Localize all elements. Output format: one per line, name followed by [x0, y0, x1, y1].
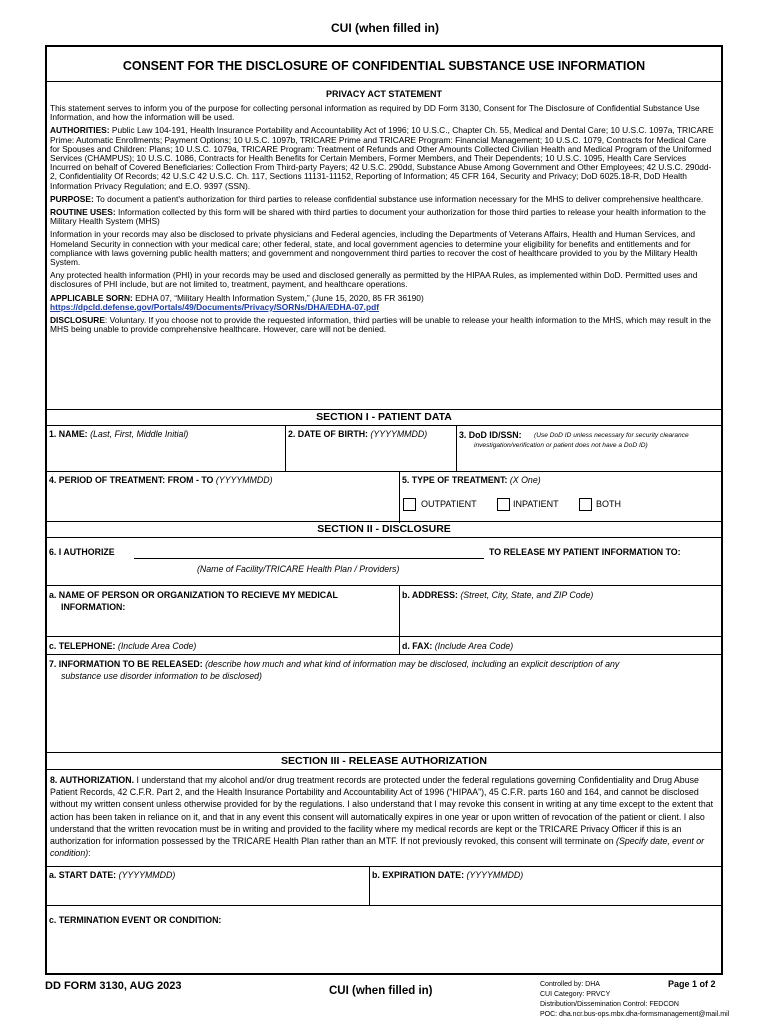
disclosure-text: : Voluntary. If you choose not to provide the requested information, third parties will be unable to release your health information to the MHS, which may result in the MHS being unable to provide comprehensive healthcare. However, care will not be denied.	[50, 315, 711, 335]
sorn-paragraph	[50, 294, 718, 312]
section2-head-rule	[47, 537, 721, 538]
routine-uses-text: Information collected by this form will be shared with third parties to document your authorization for those third parties to release your health information to the Military Health System (MHS)	[50, 207, 706, 227]
both-label: BOTH	[596, 499, 622, 509]
name-field[interactable]: 1. NAME: (Last, First, Middle Initial)	[49, 429, 189, 439]
authorization-label: 8. AUTHORIZATION.	[50, 775, 135, 785]
form-number: DD FORM 3130, AUG 2023	[45, 980, 182, 992]
outpatient-checkbox[interactable]	[403, 498, 416, 511]
form-title: CONSENT FOR THE DISCLOSURE OF CONFIDENTIAL SUBSTANCE USE INFORMATION	[122, 59, 646, 73]
dob-field[interactable]: 2. DATE OF BIRTH: (YYYYMMDD)	[288, 429, 428, 439]
fax-field[interactable]: d. FAX: (Include Area Code)	[402, 641, 514, 651]
type-of-treatment-label: 5. TYPE OF TREATMENT: (X One)	[402, 475, 541, 485]
release-to-label: TO RELEASE MY PATIENT INFORMATION TO:	[489, 547, 681, 557]
purpose-text: To document a patient's authorization for third parties to release confidential substance use information necessary for the MHS to deliver comprehensive healthcare.	[93, 193, 704, 204]
ssn-hint-1: (Use DoD ID unless necessary for security clearance	[534, 432, 689, 439]
recipient-name-label-2: INFORMATION:	[61, 602, 126, 612]
inpatient-label: INPATIENT	[513, 499, 559, 509]
sorn-text: EDHA 07, “Military Health Information System,” (June 15, 2020, 85 FR 36190)	[132, 292, 424, 303]
page-number: Page 1 of 2	[668, 979, 716, 989]
section3-heading: SECTION III - RELEASE AUTHORIZATION	[281, 755, 487, 767]
disclosure-paragraph	[50, 316, 718, 334]
cui-category: CUI Category: PRVCY	[540, 991, 611, 998]
row-rule	[47, 471, 721, 472]
purpose-paragraph	[50, 195, 718, 204]
divider	[369, 866, 370, 905]
routine-uses-paragraph	[50, 208, 718, 226]
cui-footer: CUI (when filled in)	[329, 985, 433, 997]
cui-header: CUI (when filled in)	[331, 21, 439, 35]
row-rule	[47, 654, 721, 655]
divider	[456, 425, 457, 471]
routine-uses-paragraph-3: Any protected health information (PHI) in your records may be used and disclosed generally as permitted by the HIPAA Rules, as implemented within DoD. Permitted uses and disclosures of PHI include, but are not limited to, treatment, payment, and healthcare operations.	[50, 270, 698, 290]
start-date-field[interactable]: a. START DATE: (YYYYMMDD)	[49, 870, 176, 880]
recipient-name-field[interactable]: a. NAME OF PERSON OR ORGANIZATION TO RECIEVE MY MEDICAL	[49, 590, 338, 600]
divider	[399, 585, 400, 636]
row-rule	[47, 585, 721, 586]
consent-form	[45, 45, 723, 975]
both-checkbox[interactable]	[579, 498, 592, 511]
row-rule	[47, 866, 721, 867]
authorities-text: Public Law 104-191, Health Insurance Portability and Accountability Act of 1996; 10 U.S.C., Chapter Ch. 55, Medical and Dental Care; 10 U.S.C. 1097a, TRICARE Prime: Automatic Enrollments; Payment Options; 10 U.S.C. 1097b, TRICARE Prime and TRICARE Program: Financial Management; 10 U.S.C. 1079, Contracts for Medical Care for Spouses and Children: Plans; 10 U.S.C. 1079a, TRICARE Program: Treatment of Refunds and Other Amounts Collected Civilian Health and Medical Program of the Uniformed Services (CHAMPUS); 10 U.S.C. 1086, Contracts for Health Benefits for Certain Members, Former Members, and Their Dependents; 10 U.S.C. 1095, Health Care Services Incurred on behalf of Covered Beneficiaries: Collection From Third-party Payers; 42 U.S.C. 290dd, Substance Abuse Among Government and Other Employees; 42 U.S.C. 290dd-2, Confidentiality Of Records; 42 U.S.C 42 U.S.C. Ch. 117, Sections 11131-11152, Reporting of Information; 45 CFR 164, Security and Privacy; DoD 6025.18-R, DoD Health Information Privacy Regulation; and E.O. 9397 (SSN).	[50, 125, 714, 191]
i-authorize-label: 6. I AUTHORIZE	[49, 547, 115, 557]
section2-top-rule	[47, 521, 721, 522]
sorn-label: APPLICABLE SORN:	[50, 292, 133, 303]
privacy-act-statement	[50, 104, 718, 338]
outpatient-label: OUTPATIENT	[421, 499, 477, 509]
row-rule	[47, 636, 721, 637]
divider	[285, 425, 286, 471]
divider	[399, 636, 400, 654]
facility-hint: (Name of Facility/TRICARE Health Plan / Providers)	[197, 564, 400, 574]
distribution-control: Distribution/Dissemination Control: FEDCON	[540, 1001, 679, 1008]
authorization-text: I understand that my alcohol and/or drug treatment records are protected under the federal regulations governing Confidentiality and Drug Abuse Patient Records, 42 C.F.R. Part 2, and the Health Insurance Portability and Accountability Act of 1996 (“HIPAA”), 45 C.F.R. parts 160 and 164, and cannot be disclosed without my written consent unless otherwise provided for by the regulations. I also understand that I may revoke this consent in writing at any time except to the extent that action has been taken in reliance on it, and that in any event this consent will automatically expires in one year or upon written of revocation of the patient or client. I also understand that the written revocation must be in writing and provided to the facility where my medical records are kept or the TRICARE Privacy Officer if this is an authorization for information possessed by the TRICARE Health Plan rather than an MTF. If not previously revoked, this consent will terminate on	[50, 775, 714, 847]
privacy-act-heading: PRIVACY ACT STATEMENT	[325, 89, 442, 99]
title-divider	[47, 81, 721, 82]
ssn-hint-2: investigation/verification or patient does not have a DoD ID)	[474, 442, 648, 449]
privacy-intro: This statement serves to inform you of the purpose for collecting personal information as required by DD Form 3130, Consent for The Disclosure of Confidential Substance Use Information, and how the information will be used.	[50, 103, 700, 123]
purpose-label: PURPOSE:	[50, 193, 94, 204]
telephone-field[interactable]: c. TELEPHONE: (Include Area Code)	[49, 641, 197, 651]
authorize-facility-field[interactable]	[134, 558, 484, 559]
controlled-by: Controlled by: DHA	[540, 981, 600, 988]
dod-id-ssn-field[interactable]: 3. DoD ID/SSN:	[459, 430, 522, 440]
section1-heading: SECTION I - PATIENT DATA	[316, 411, 452, 423]
disclosure-label: DISCLOSURE	[50, 315, 105, 326]
address-field[interactable]: b. ADDRESS: (Street, City, State, and ZIP Code)	[402, 590, 594, 600]
inpatient-checkbox[interactable]	[497, 498, 510, 511]
poc-email: POC: dha.ncr.bus-ops.mbx.dha-formsmanagement@mail.mil	[540, 1011, 730, 1018]
section2-heading: SECTION II - DISCLOSURE	[317, 523, 451, 535]
information-released-field[interactable]: 7. INFORMATION TO BE RELEASED: (describe how much and what kind of information may be disclosed, including an explicit description of any	[49, 659, 620, 669]
routine-uses-label: ROUTINE USES:	[50, 207, 116, 218]
section1-head-rule	[47, 425, 721, 426]
authorities-paragraph	[50, 126, 718, 190]
authorization-paragraph: 8. AUTHORIZATION. I understand that my alcohol and/or drug treatment records are protected under the federal regulations governing Confidentiality and Drug Abuse Patient Records, 42 C.F.R. Part 2, and the Health Insurance Portability and Accountability Act of 1996 (“HIPAA”), 45 C.F.R. parts 160 and 164, and cannot be disclosed without my written consent unless otherwise provided for by the regulations. I also understand that I may revoke this consent in writing at any time except to the extent that action has been taken in reliance on it, and that in any event this consent will automatically expires in one year or upon written of revocation of the patient or client. I also understand that the written revocation must be in writing and provided to the facility where my medical records are kept or the TRICARE Privacy Officer if this is an authorization for information possessed by the TRICARE Health Plan rather than an MTF. If not previously revoked, this consent will terminate on (Specify date, event or condition):	[50, 775, 714, 859]
section1-top-rule	[47, 409, 721, 410]
divider	[399, 471, 400, 523]
expiration-date-field[interactable]: b. EXPIRATION DATE: (YYYYMMDD)	[372, 870, 524, 880]
termination-event-field[interactable]: c. TERMINATION EVENT OR CONDITION:	[49, 915, 222, 925]
authorization-hint: (Specify date, event or condition)	[50, 836, 705, 859]
information-released-hint-2: substance use disorder information to be disclosed)	[61, 671, 262, 681]
authorities-label: AUTHORITIES:	[50, 125, 110, 136]
section3-head-rule	[47, 769, 721, 770]
row-rule	[47, 905, 721, 906]
sorn-link[interactable]: https://dpcld.defense.gov/Portals/49/Documents/Privacy/SORNs/DHA/EDHA-07.pdf	[50, 301, 380, 312]
routine-uses-paragraph-2: Information in your records may also be disclosed to private physicians and Federal agencies, including the Departments of Veterans Affairs, Health and Human Services, and Homeland Security in connection with your medical care; other federal, state, and local government agencies to determine your eligibility for benefits and entitlements and for compliance with laws governing public health matters; and government and nongovernment third parties to recover the cost of healthcare provided to you by the Military Health System.	[50, 229, 698, 268]
section3-top-rule	[47, 752, 721, 753]
period-of-treatment-field[interactable]: 4. PERIOD OF TREATMENT: FROM - TO (YYYYMMDD)	[49, 475, 273, 485]
